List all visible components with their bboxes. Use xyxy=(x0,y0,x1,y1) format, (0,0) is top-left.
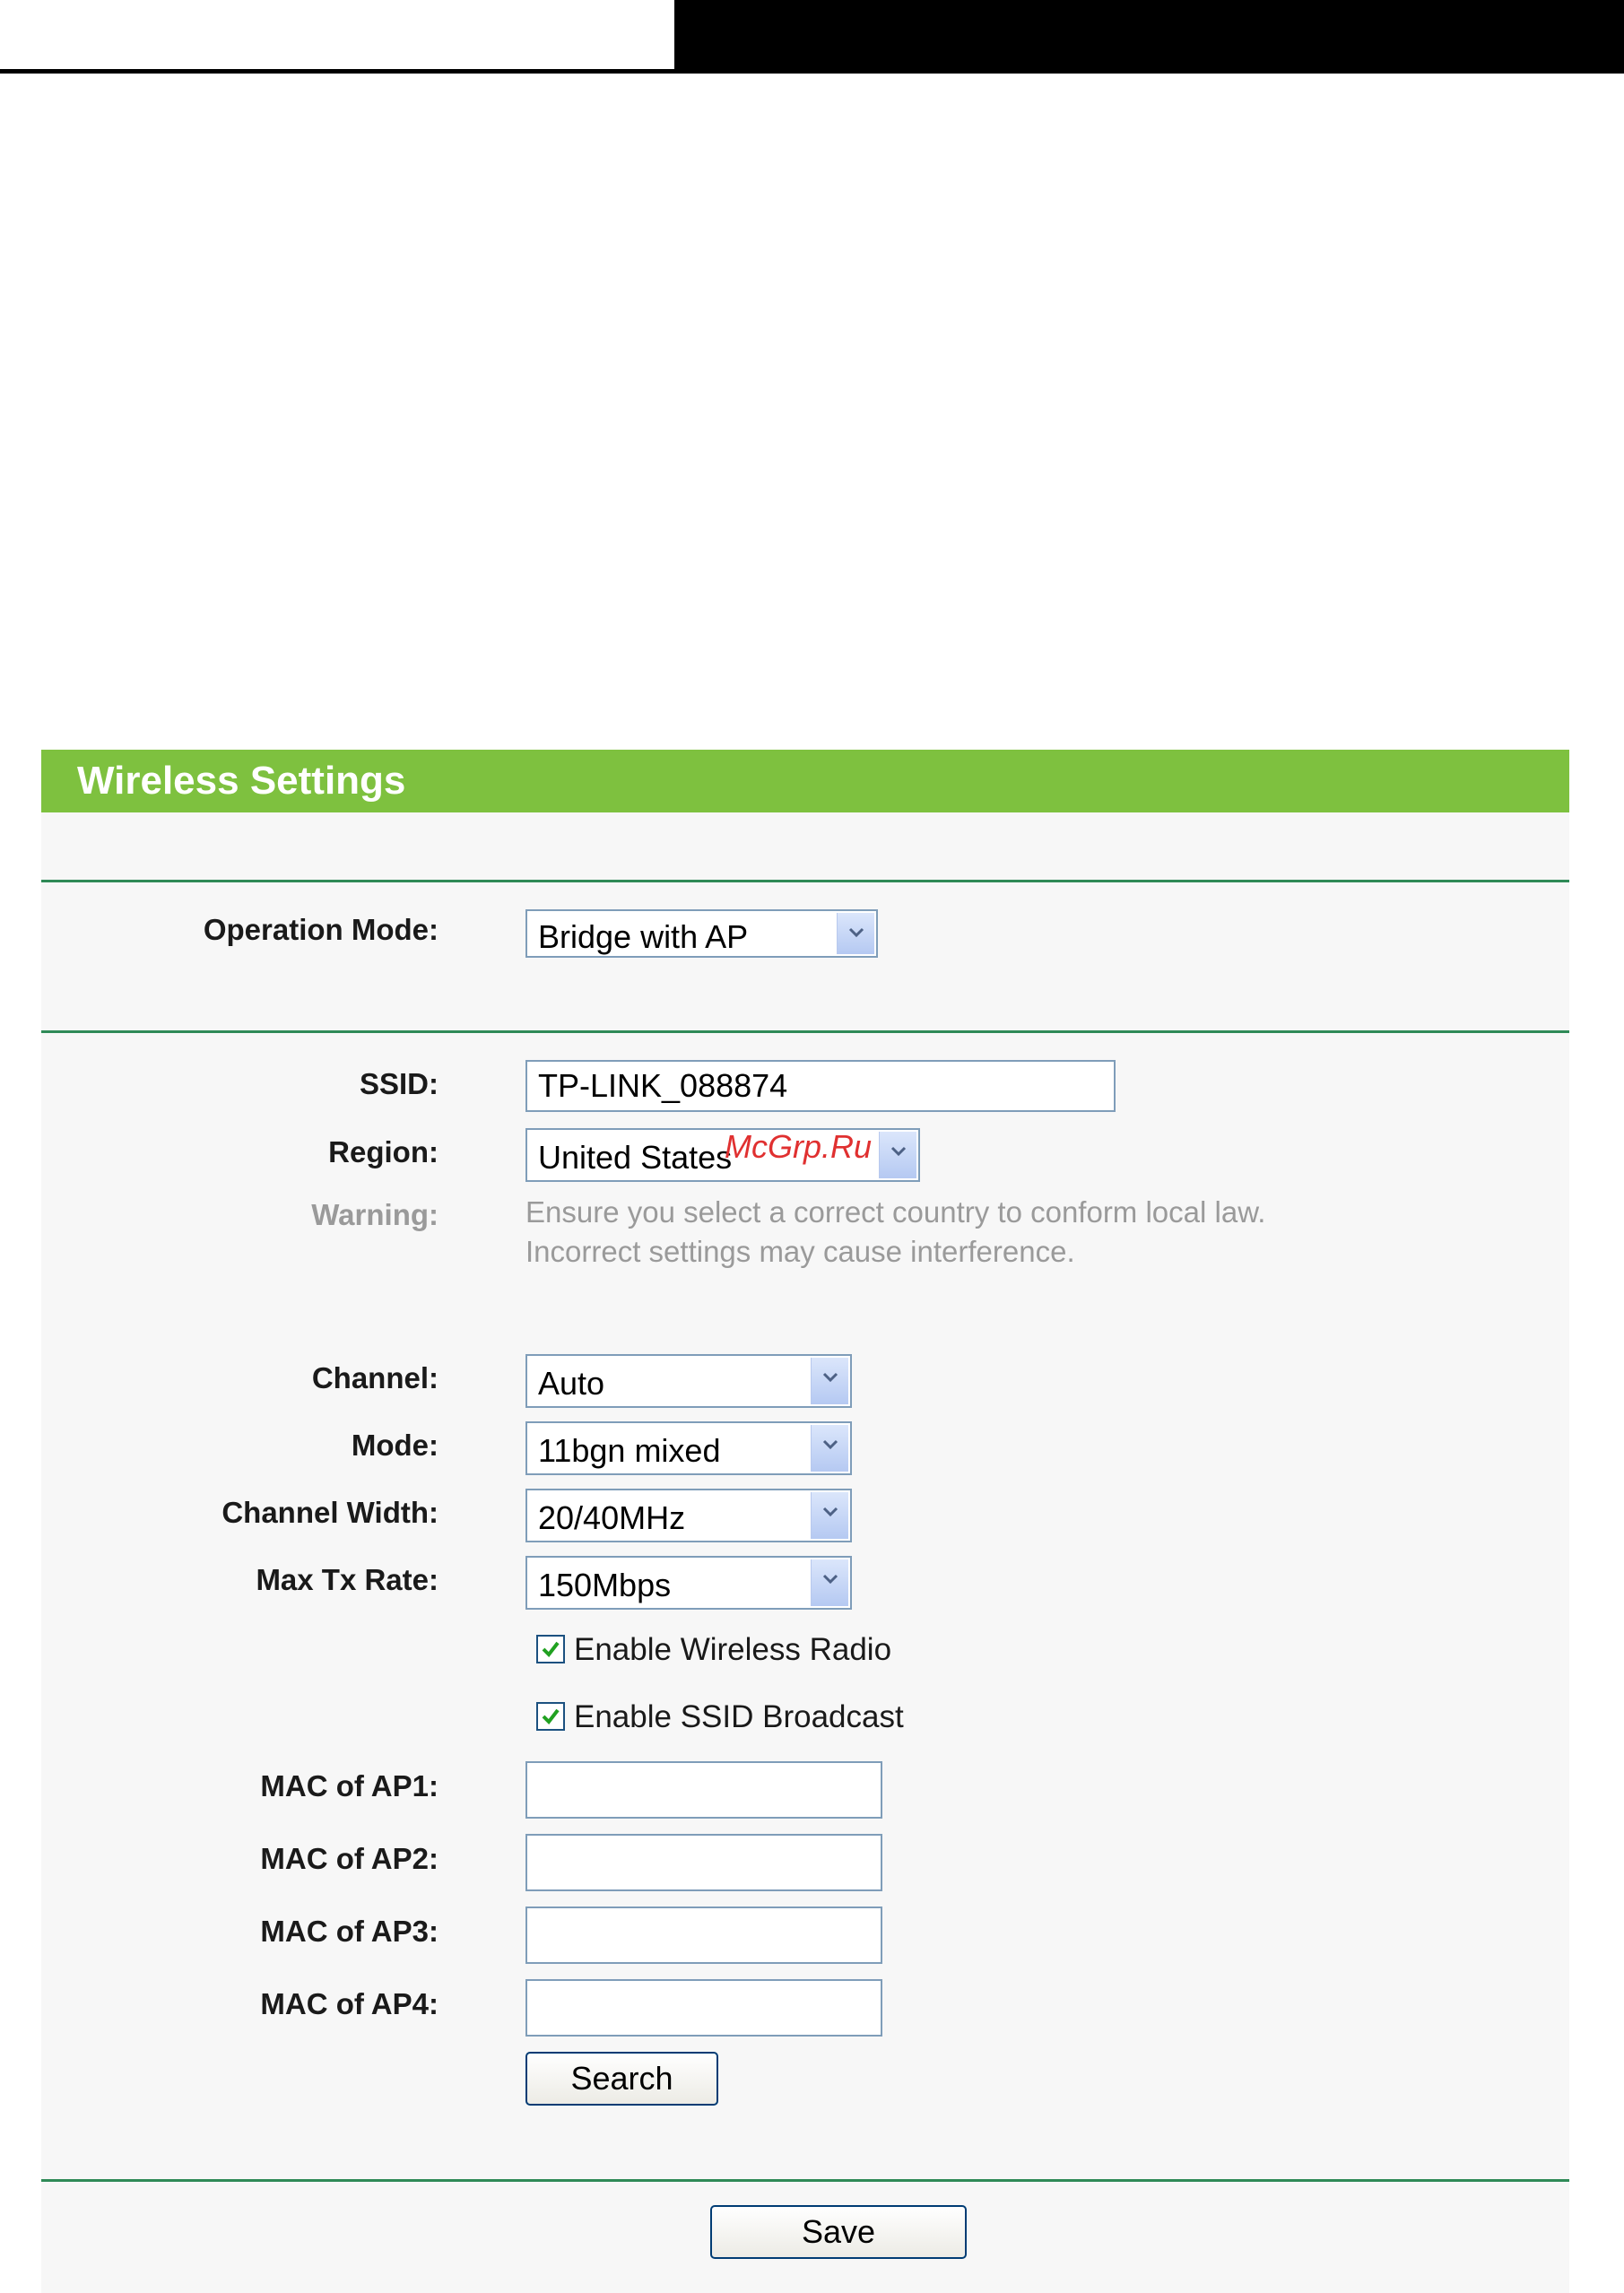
warning-label: Warning: xyxy=(311,1198,439,1231)
mac-ap3-input[interactable] xyxy=(525,1906,882,1964)
mac-ap1-label: MAC of AP1: xyxy=(260,1769,439,1802)
chevron-down-icon xyxy=(811,1492,848,1539)
enable-wireless-radio-checkbox[interactable] xyxy=(536,1635,565,1663)
operation-mode-label: Operation Mode: xyxy=(203,913,439,946)
max-tx-rate-value: 150Mbps xyxy=(538,1567,672,1603)
warning-line-1: Ensure you select a correct country to conform local law. xyxy=(525,1195,1266,1229)
channel-width-select[interactable] xyxy=(525,1489,852,1542)
wireless-settings-panel xyxy=(41,750,1569,2293)
ssid-input[interactable] xyxy=(525,1060,1116,1112)
mode-label: Mode: xyxy=(351,1429,439,1462)
mode-value: 11bgn mixed xyxy=(538,1432,721,1469)
section-divider xyxy=(41,2179,1569,2182)
chevron-down-icon xyxy=(837,913,874,954)
channel-width-value: 20/40MHz xyxy=(538,1499,686,1536)
mac-ap2-label: MAC of AP2: xyxy=(260,1842,439,1875)
channel-label: Channel: xyxy=(311,1361,439,1394)
enable-ssid-broadcast-checkbox[interactable] xyxy=(536,1702,565,1731)
section-divider xyxy=(41,1030,1569,1033)
watermark-text: McGrp.Ru xyxy=(725,1128,873,1165)
operation-mode-value: Bridge with AP xyxy=(538,918,749,955)
warning-text xyxy=(525,1193,1265,1272)
operation-mode-select[interactable] xyxy=(525,909,878,958)
title-bar xyxy=(41,750,1569,812)
chevron-down-icon xyxy=(811,1425,848,1472)
header-rule xyxy=(0,69,674,74)
mode-select[interactable] xyxy=(525,1421,852,1475)
mac-ap2-input[interactable] xyxy=(525,1834,882,1891)
chevron-down-icon xyxy=(811,1358,848,1404)
save-button[interactable]: Save xyxy=(710,2205,967,2259)
chevron-down-icon xyxy=(879,1132,916,1178)
section-divider xyxy=(41,880,1569,882)
chevron-down-icon xyxy=(811,1559,848,1606)
region-value: United States xyxy=(538,1139,733,1176)
channel-select[interactable] xyxy=(525,1354,852,1408)
mac-ap4-label: MAC of AP4: xyxy=(260,1987,439,2020)
search-button[interactable]: Search xyxy=(525,2052,718,2106)
max-tx-rate-select[interactable] xyxy=(525,1556,852,1610)
ssid-label: SSID: xyxy=(359,1067,439,1100)
warning-line-2: Incorrect settings may cause interference. xyxy=(525,1235,1075,1268)
mac-ap1-input[interactable] xyxy=(525,1761,882,1819)
mac-ap4-input[interactable] xyxy=(525,1979,882,2037)
channel-width-label: Channel Width: xyxy=(221,1496,439,1529)
header-black-bar xyxy=(674,0,1624,74)
max-tx-rate-label: Max Tx Rate: xyxy=(256,1563,439,1596)
channel-value: Auto xyxy=(538,1365,605,1402)
page-title: Wireless Settings xyxy=(77,759,406,803)
mac-ap3-label: MAC of AP3: xyxy=(260,1915,439,1948)
enable-wireless-radio-label[interactable]: Enable Wireless Radio xyxy=(574,1632,892,1667)
region-label: Region: xyxy=(328,1135,439,1168)
enable-ssid-broadcast-label[interactable]: Enable SSID Broadcast xyxy=(574,1699,904,1734)
